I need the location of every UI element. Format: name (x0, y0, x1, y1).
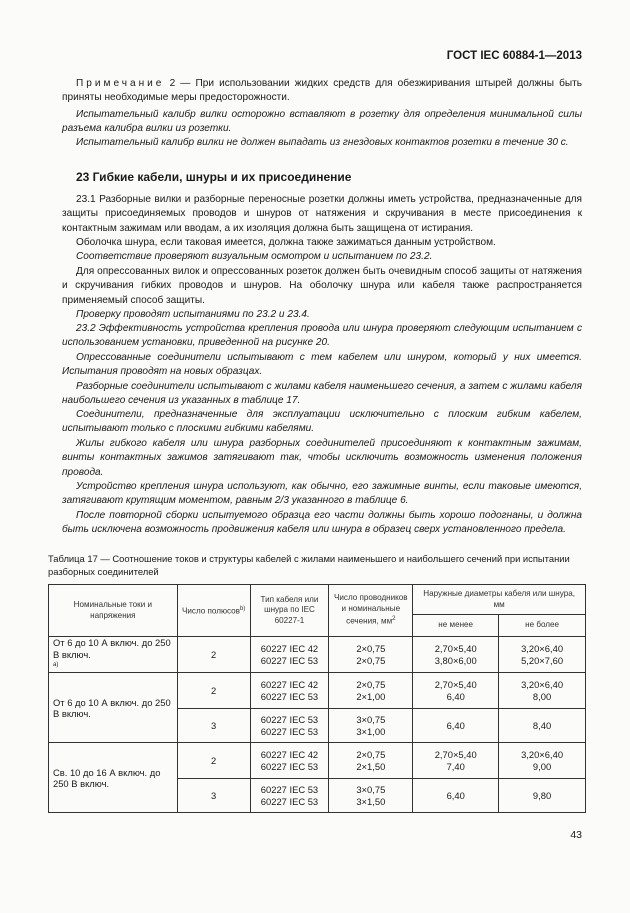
paragraph-check: Проверку проводят испытаниями по 23.2 и 23.4. (76, 309, 310, 320)
paragraph-compliance: Соответствие проверяют визуальным осмотром и испытанием по 23.2. (76, 251, 433, 262)
poles-cell: 3 (177, 779, 250, 813)
table-caption: Таблица 17 — Соотношение токов и структуры кабелей с жилами наименьшего и наибольшего сечений при испытании разборных соединителей (48, 553, 570, 577)
min-cell: 2,70×5,40 7,40 (413, 743, 499, 779)
current-label: От 6 до 10 А включ. до 250 В включ. $^{a)}$ (49, 637, 178, 673)
header-max: не более (499, 615, 586, 637)
paragraph-reassembly: После повторной сборки испытуемого образца его части должны быть хорошо подогнаны, и должна быть исключена возможность продвижения кабеля или шнура в образец сверх установленного предела. (62, 510, 582, 536)
type-cell: 60227 IEC 42 60227 IEC 53 (250, 743, 329, 779)
conductor-cell: 2×0,75 2×0,75 (329, 637, 413, 673)
paragraph-23-1: 23.1 Разборные вилки и разборные переносные розетки должны иметь устройства, предназначенные для защиты присоединяемых проводов и шнуров от натяжения и скручивания в месте присоединения к контактным зажимам или вводам, а их изоляция должна быть защищена от истирания. (62, 194, 582, 234)
min-cell: 6,40 (413, 709, 499, 743)
page-number: 43 (570, 829, 582, 841)
poles-cell: 3 (177, 709, 250, 743)
poles-cell: 2 (177, 637, 250, 673)
table-row (49, 637, 586, 673)
max-cell: 3,20×6,40 9,00 (499, 743, 586, 779)
type-cell: 60227 IEC 53 60227 IEC 53 (250, 709, 329, 743)
paragraph-molded: Для опрессованных вилок и опрессованных розеток должен быть очевидным способ защиты от натяжения и скручивания гибких проводов и шнуров. На оболочку шнура или кабеля также распространяется применяемый способ защиты. (62, 266, 582, 306)
standard-header: ГОСТ IEC 60884-1—2013 (446, 50, 582, 62)
header-diameters: Наружные диаметры кабеля или шнура, мм (413, 585, 586, 615)
poles-cell: 2 (177, 673, 250, 709)
table-17 (48, 584, 586, 813)
current-label: От 6 до 10 А включ. до 250 В включ. (49, 673, 178, 743)
poles-cell: 2 (177, 743, 250, 779)
type-cell: 60227 IEC 42 60227 IEC 53 (250, 673, 329, 709)
max-cell: 8,40 (499, 709, 586, 743)
conductor-cell: 3×0,75 3×1,50 (329, 779, 413, 813)
table-row (49, 743, 586, 779)
note-paragraph (62, 77, 582, 106)
paragraph-molded-test: Опрессованные соединители испытывают с тем кабелем или шнуром, который у них имеется. Испытания проводят на новых образцах. (62, 352, 582, 378)
paragraph-conductors: Жилы гибкого кабеля или шнура разборных соединителей присоединяют к контактным зажимам, винты контактных зажимов затягивают так, чтобы исключить возможность изменения положения провода. (62, 438, 582, 478)
min-cell: 2,70×5,40 6,40 (413, 673, 499, 709)
paragraph-gauge-hold: Испытательный калибр вилки не должен выпадать из гнездовых контактов розетки в течение 30 с. (76, 137, 569, 148)
min-cell: 2,70×5,40 3,80×6,00 (413, 637, 499, 673)
conductor-cell: 2×0,75 2×1,00 (329, 673, 413, 709)
header-min: не менее (413, 615, 499, 637)
section-title: 23 Гибкие кабели, шнуры и их присоединение (76, 170, 352, 184)
note-text: 2 — При использовании жидких средств для обезжиривания штырей должны быть приняты необходимые меры предосторожности. (62, 78, 583, 104)
header-current: Номинальные токи и напряжения (49, 585, 178, 637)
header-poles: Число полюсов$^{b)}$ (177, 585, 250, 637)
header-cable-type: Тип кабеля или шнура по IEC 60227-1 (250, 585, 329, 637)
header-conductors: Число проводников и номинальные сечения, $мм^2$ (329, 585, 413, 637)
paragraph-anchorage: Устройство крепления шнура используют, как обычно, его зажимные винты, если таковые имеются, затягивают крутящим моментом, равным 2/3 указанного в таблице 6. (62, 481, 582, 507)
paragraph-sheath: Оболочка шнура, если таковая имеется, должна также зажиматься данным устройством. (76, 237, 496, 248)
type-cell: 60227 IEC 42 60227 IEC 53 (250, 637, 329, 673)
paragraph-flat-cable: Соединители, предназначенные для эксплуатации исключительно с плоским гибким кабелем, испытывают только с плоскими гибкими кабелями. (62, 409, 582, 435)
type-cell: 60227 IEC 53 60227 IEC 53 (250, 779, 329, 813)
paragraph-gauge-insert: Испытательный калибр вилки осторожно вставляют в розетку для определения минимальной силы разъема калибра вилки из розетки. (62, 109, 582, 135)
paragraph-rewirable: Разборные соединители испытывают с жилами кабеля наименьшего сечения, а затем с жилами кабеля наибольшего сечения из указанных в таблице 17. (62, 381, 582, 407)
paragraph-23-2: 23.2 Эффективность устройства крепления провода или шнура проверяют следующим испытанием с использованием установки, приведенной на рисунке 20. (62, 323, 582, 349)
conductor-cell: 3×0,75 3×1,00 (329, 709, 413, 743)
max-cell: 9,80 (499, 779, 586, 813)
table-row (49, 673, 586, 709)
max-cell: 3,20×6,40 5,20×7,60 (499, 637, 586, 673)
conductor-cell: 2×0,75 2×1,50 (329, 743, 413, 779)
max-cell: 3,20×6,40 8,00 (499, 673, 586, 709)
note-label: Примечание (76, 78, 165, 89)
current-label: Св. 10 до 16 А включ. до 250 В включ. (49, 743, 178, 813)
min-cell: 6,40 (413, 779, 499, 813)
